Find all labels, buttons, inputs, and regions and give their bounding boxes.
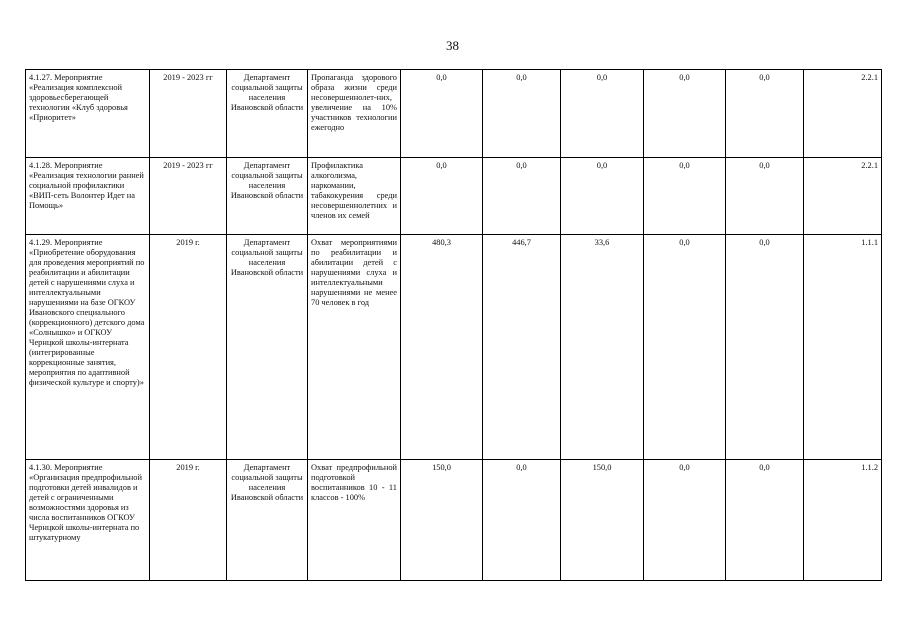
- funding-source-3: 0,0: [644, 460, 726, 581]
- table-row: [26, 235, 882, 460]
- activity-result: Профилактика алкоголизма, наркомании, табакокурения среди несовершеннолетних и членов их семей: [308, 158, 401, 235]
- funding-source-1: 446,7: [483, 235, 561, 460]
- target-indicator-code: 2.2.1: [804, 158, 882, 235]
- funding-source-4: 0,0: [726, 158, 804, 235]
- activity-executor: Департамент социальной защиты населения Ивановской области: [227, 235, 308, 460]
- funding-source-2: 33,6: [561, 235, 644, 460]
- activity-result: Пропаганда здорового образа жизни среди несовершеннолет-них, увеличение на 10% участников технологии ежегодно: [308, 70, 401, 158]
- funding-source-1: 0,0: [483, 158, 561, 235]
- activity-executor: Департамент социальной защиты населения Ивановской области: [227, 158, 308, 235]
- funding-source-3: 0,0: [644, 70, 726, 158]
- activity-name: 4.1.29. Мероприятие «Приобретение оборудования для проведения мероприятий по реабилитации и абилитации детей с нарушениями слуха и интеллектуальными нарушениями на базе ОГКОУ Ивановского специального (коррекционного) детского дома «Солнышко» и ОГКОУ Чернцкой школы-интерната (интегрированные коррекционные занятия, мероприятия по адаптивной физической культуре и спорту)»: [26, 235, 150, 460]
- table-row: [26, 158, 882, 235]
- page-number: 38: [446, 38, 459, 53]
- funding-total: 0,0: [401, 70, 483, 158]
- activity-result: Охват мероприятиями по реабилитации и абилитации детей с нарушениями слуха и интеллектуальными нарушениями не менее 70 человек в год: [308, 235, 401, 460]
- activity-period: 2019 - 2023 гг: [150, 158, 227, 235]
- funding-source-2: 0,0: [561, 70, 644, 158]
- funding-source-1: 0,0: [483, 70, 561, 158]
- table-row: [26, 460, 882, 581]
- activity-period: 2019 г.: [150, 235, 227, 460]
- funding-total: 0,0: [401, 158, 483, 235]
- activity-result: Охват предпрофильной подготовкой воспитанников 10 - 11 классов - 100%: [308, 460, 401, 581]
- activity-executor: Департамент социальной защиты населения Ивановской области: [227, 460, 308, 581]
- funding-source-1: 0,0: [483, 460, 561, 581]
- funding-source-4: 0,0: [726, 460, 804, 581]
- table-row: [26, 70, 882, 158]
- activity-name: 4.1.30. Мероприятие «Организация предпрофильной подготовки детей инвалидов и детей с ограниченными возможностями здоровья из числа воспитанников ОГКОУ Чернцкой школы-интерната по штукатурному: [26, 460, 150, 581]
- funding-source-2: 0,0: [561, 158, 644, 235]
- activity-period: 2019 - 2023 гг: [150, 70, 227, 158]
- funding-source-4: 0,0: [726, 235, 804, 460]
- funding-source-3: 0,0: [644, 235, 726, 460]
- activity-period: 2019 г.: [150, 460, 227, 581]
- activity-executor: Департамент социальной защиты населения Ивановской области: [227, 70, 308, 158]
- funding-total: 480,3: [401, 235, 483, 460]
- target-indicator-code: 2.2.1: [804, 70, 882, 158]
- target-indicator-code: 1.1.2: [804, 460, 882, 581]
- activity-name: 4.1.27. Мероприятие «Реализация комплексной здоровьесберегающей технологии «Клуб здоровья «Приоритет»: [26, 70, 150, 158]
- funding-source-2: 150,0: [561, 460, 644, 581]
- target-indicator-code: 1.1.1: [804, 235, 882, 460]
- funding-total: 150,0: [401, 460, 483, 581]
- funding-source-3: 0,0: [644, 158, 726, 235]
- funding-source-4: 0,0: [726, 70, 804, 158]
- activity-name: 4.1.28. Мероприятие «Реализация технологии ранней социальной профилактики «ВИП-сеть Волонтер Идет на Помощь»: [26, 158, 150, 235]
- activities-table: [25, 69, 882, 581]
